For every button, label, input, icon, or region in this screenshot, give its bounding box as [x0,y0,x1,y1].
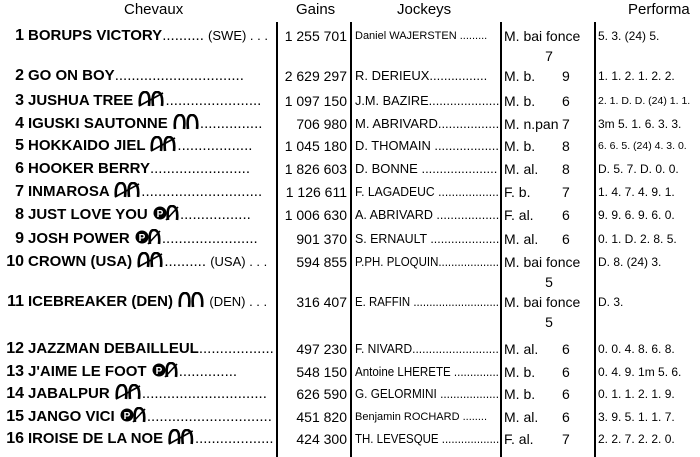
robe: M. b. [504,93,536,109]
horseshoe-barred-icon [168,429,194,451]
header-performances: Performa [628,1,690,18]
runner-number: 9 [15,230,24,247]
horse-name: ICEBREAKER (DEN) [28,293,174,310]
horse-name: JANGO VICI [28,408,115,425]
age: 6 [562,93,570,109]
jockey-name: S. ERNAULT .................... [355,231,500,246]
age: 6 [562,409,570,425]
gains-value: 1 826 603 [284,161,347,177]
horseshoe-plate-icon [135,229,161,251]
robe: F. al. [504,431,534,447]
svg-text:P: P [155,366,163,377]
horse-country: (SWE) . . . [208,28,268,43]
gains-value: 497 230 [296,341,347,357]
leader-dots: ............................... [114,67,244,84]
robe-age-cell [504,66,594,86]
age: 6 [562,386,570,402]
performances: D. 8. (24) 3. [598,255,662,269]
horse-country: (USA) . . . [210,254,268,269]
robe: M. bai fonce [504,294,581,310]
robe: M. n.pan [504,116,559,132]
horseshoe-barred-icon [115,384,141,406]
leader-dots: ................... [194,430,274,447]
age: 8 [562,161,570,177]
performances: 1. 4. 7. 4. 9. 1. [598,185,675,199]
jockey-name: M. ABRIVARD................. [355,116,499,131]
column-divider [276,22,278,457]
performances: 0. 1. 1. 2. 1. 9. [598,387,675,401]
jockey-name: F. LAGADEUC .................. [355,184,499,199]
robe-age-cell [504,182,594,202]
header-gains: Gains [296,1,336,18]
runner-number: 15 [6,408,24,425]
column-divider [594,22,596,457]
horse-name-cell [28,252,274,274]
gains-value: 2 629 297 [284,68,347,84]
robe: M. b. [504,364,536,380]
age: 7 [562,116,570,132]
horse-name: JUSHUA TREE [28,92,134,109]
horseshoe-plate-icon [152,362,178,384]
leader-dots: .................. [198,340,274,357]
runner-number: 5 [15,137,24,154]
jockey-name: Daniel WAJERSTEN ......... [355,30,488,42]
age: 6 [562,341,570,357]
horseshoe-icon [178,292,204,314]
horse-name: INMAROSA [28,183,110,200]
gains-value: 1 045 180 [284,138,347,154]
robe: M. al. [504,341,539,357]
horseshoe-plate-icon [153,205,179,227]
horse-name-cell [28,429,272,451]
svg-text:P: P [156,209,164,220]
horseshoe-plate-icon [120,407,146,429]
horseshoe-icon [173,114,199,136]
performances: 0. 1. D. 2. 8. 5. [598,232,677,246]
horse-name: JABALPUR [28,385,110,402]
leader-dots: .............................. [141,385,267,402]
gains-value: 548 150 [296,364,347,380]
horseshoe-barred-icon [137,252,163,274]
performances: 2. 1. D. D. (24) 1. 1. [598,95,691,107]
age: 7 [562,184,570,200]
jockey-name: F. NIVARD.......................... [355,341,499,356]
performances: 6. 6. 5. (24) 4. 3. 0. [598,140,687,152]
leader-dots: .............. [178,363,238,380]
robe: M. b. [504,386,536,402]
jockey-name: R. DERIEUX................ [355,68,488,83]
gains-value: 706 980 [296,116,347,132]
performances: 2. 2. 7. 2. 2. 0. [598,432,675,446]
performances: 9. 9. 6. 9. 6. 0. [598,208,675,222]
robe-age-cell [504,384,594,404]
robe-age-cell [504,429,594,449]
runner-number: 3 [15,92,24,109]
horseshoe-barred-icon [138,91,164,113]
horseshoe-barred-icon [114,182,140,204]
leader-dots: ................. [179,206,251,223]
jockey-name: Benjamin ROCHARD ........ [355,411,488,423]
horseshoe-barred-icon [150,136,176,158]
robe-age-cell [504,292,594,332]
horse-name: JAZZMAN DEBAILLEUL [28,340,199,357]
svg-text:P: P [138,233,146,244]
robe-age-cell [504,229,594,249]
horse-name-cell [28,182,274,204]
age: 5 [545,274,553,290]
jockey-name: D. THOMAIN .................. [355,138,499,153]
horse-name-cell [28,407,274,429]
runner-number: 13 [6,363,24,380]
runner-number: 7 [15,183,24,200]
runner-number: 12 [6,340,24,357]
leader-dots: ....................... [161,230,258,247]
runner-number: 16 [6,430,24,447]
age: 7 [562,431,570,447]
age: 6 [562,231,570,247]
performances: 1. 1. 2. 1. 2. 2. [598,69,675,83]
horse-name: IROISE DE LA NOE [28,430,164,447]
horse-name: HOKKAIDO JIEL [28,137,146,154]
age: 9 [562,68,570,84]
horse-name-cell [28,66,274,86]
age: 5 [545,314,553,330]
robe-age-cell [504,252,594,292]
runner-number: 4 [15,115,24,132]
performances: 0. 0. 4. 8. 6. 8. [598,342,675,356]
horse-name: JUST LOVE YOU [28,206,148,223]
gains-value: 424 300 [296,431,347,447]
column-divider [350,22,352,457]
gains-value: 901 370 [296,231,347,247]
gains-value: 594 855 [296,254,347,270]
jockey-name: A. ABRIVARD .................. [355,207,500,222]
performances: D. 5. 7. D. 0. 0. [598,162,679,176]
horse-name: BORUPS VICTORY [28,27,163,44]
jockey-name: E. RAFFIN ........................... [355,294,499,309]
runner-number: 11 [7,293,24,310]
age: 8 [562,138,570,154]
robe: F. b. [504,184,531,200]
robe: M. al. [504,161,539,177]
age: 6 [562,364,570,380]
jockey-name: G. GELORMINI .................. [355,386,499,401]
robe: M. b. [504,68,536,84]
leader-dots: ....................... [165,92,262,109]
runner-number: 2 [15,67,24,84]
leader-dots: ............................. [141,183,263,200]
horse-name: CROWN (USA) [28,253,133,270]
horse-name-cell [28,136,274,158]
horse-name: J'AIME LE FOOT [28,363,147,380]
jockey-name: TH. LEVESQUE .................. [355,431,500,446]
horse-name-cell [28,26,274,46]
runner-number: 14 [6,385,24,402]
header-jockeys: Jockeys [397,1,452,18]
horse-name: IGUSKI SAUTONNE [28,115,168,132]
robe-age-cell [504,26,594,66]
performances: D. 3. [598,295,624,309]
gains-value: 626 590 [296,386,347,402]
leader-dots: ........................ [149,160,250,177]
performances: 3m 5. 1. 6. 3. 3. [598,117,682,131]
robe-age-cell [504,114,594,134]
leader-dots: .................. [177,137,253,154]
gains-value: 1 006 630 [284,207,347,223]
runner-number: 10 [6,253,24,270]
gains-value: 1 255 701 [284,28,347,44]
horse-name: JOSH POWER [28,230,130,247]
jockey-name: Antoine LHERETE .............. [355,364,499,379]
leader-dots: ............... [199,115,263,132]
horse-name-cell [28,339,274,359]
robe-age-cell [504,159,594,179]
runner-number: 6 [15,160,24,177]
horse-name: HOOKER BERRY [28,160,150,177]
gains-value: 1 126 611 [285,184,347,200]
robe: M. al. [504,409,539,425]
robe: M. bai fonce [504,28,581,44]
robe: F. al. [504,207,534,223]
robe-age-cell [504,407,594,427]
performances: 0. 4. 9. 1m 5. 6. [598,365,682,379]
leader-dots: .......... [164,253,207,270]
horse-name-cell [28,91,274,113]
jockey-name: J.M. BAZIRE.................... [355,93,500,108]
age: 7 [545,48,553,64]
horse-name: GO ON BOY [28,67,115,84]
gains-value: 316 407 [296,294,347,310]
robe-age-cell [504,205,594,225]
robe-age-cell [504,339,594,359]
jockey-name: D. BONNE ..................... [355,161,498,176]
performances: 3. 9. 5. 1. 1. 7. [598,410,675,424]
runner-number: 8 [15,206,24,223]
gains-value: 1 097 150 [284,93,347,109]
gains-value: 451 820 [296,409,347,425]
column-divider [500,22,502,457]
horse-name-cell [28,229,274,251]
horse-name-cell [28,384,274,406]
leader-dots: .......... [162,27,204,44]
svg-text:P: P [123,411,131,422]
horse-name-cell [28,205,274,227]
header-chevaux: Chevaux [124,1,184,18]
horse-name-cell [28,362,274,384]
runner-number: 1 [15,27,24,44]
robe: M. al. [504,231,539,247]
horse-name-cell [28,114,274,136]
robe-age-cell [504,362,594,382]
leader-dots: .............................. [146,408,272,425]
robe-age-cell [504,91,594,111]
robe: M. b. [504,138,536,154]
age: 6 [562,207,570,223]
robe: M. bai fonce [504,254,581,270]
jockey-name: P.PH. PLOQUIN................... [355,254,499,269]
performances: 5. 3. (24) 5. [598,29,660,43]
horse-name-cell [28,159,274,179]
horse-name-cell [28,292,274,314]
robe-age-cell [504,136,594,156]
horse-country: (DEN) . . . [209,294,268,309]
